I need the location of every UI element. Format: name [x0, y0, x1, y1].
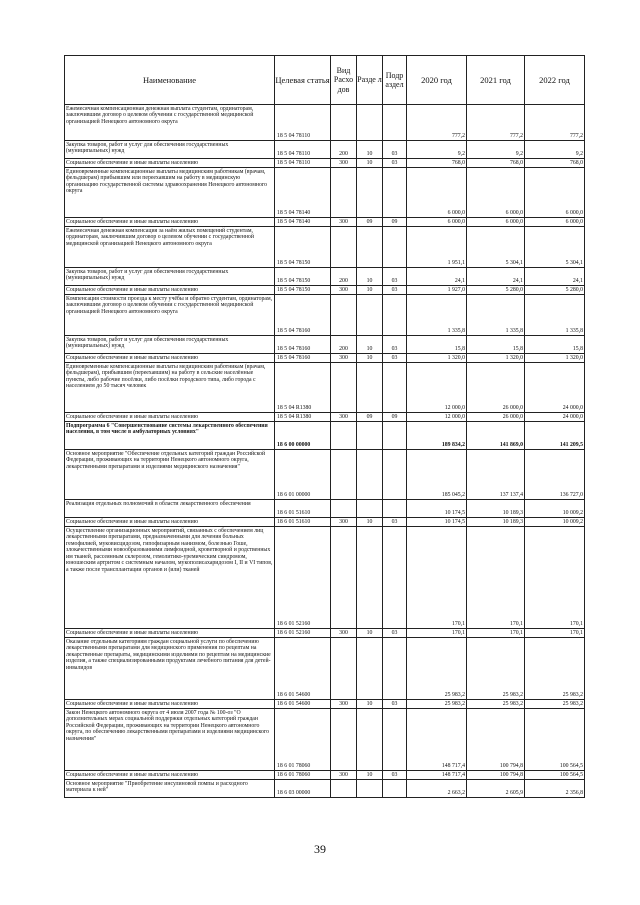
table-row	[65, 268, 585, 286]
row-value-2020-cell: 15,8	[407, 336, 467, 354]
row-value-2020-cell: 189 834,2	[407, 422, 467, 450]
row-target-article-cell: 18 5 04 78160	[275, 295, 331, 336]
row-section-cell: 09	[357, 218, 383, 227]
row-value-2021-cell: 6 000,0	[467, 168, 525, 218]
row-section-cell	[357, 227, 383, 268]
row-subsection-cell: 03	[383, 159, 407, 168]
row-subsection-cell	[383, 638, 407, 700]
table-row	[65, 363, 585, 413]
row-expense-type-cell: 300	[331, 354, 357, 363]
row-value-2020-cell: 9,2	[407, 141, 467, 159]
row-section-cell	[357, 295, 383, 336]
row-value-2021-cell: 9,2	[467, 141, 525, 159]
row-target-article-cell: 18 6 03 00000	[275, 780, 331, 798]
row-value-2020-cell: 1 927,0	[407, 286, 467, 295]
row-value-2022-cell: 9,2	[525, 141, 585, 159]
row-subsection-cell: 03	[383, 629, 407, 638]
row-value-2022-cell: 15,8	[525, 336, 585, 354]
row-value-2020-cell: 148 717,4	[407, 709, 467, 771]
row-expense-type-cell	[331, 295, 357, 336]
row-target-article-cell: 18 6 01 52160	[275, 629, 331, 638]
row-target-article-cell: 18 5 04 78160	[275, 336, 331, 354]
row-value-2021-cell: 170,1	[467, 629, 525, 638]
row-section-cell: 09	[357, 413, 383, 422]
row-name-cell: Подпрограмма 6 "Совершенствование системы лекарственного обеспечения населения, в том числе в амбулаторных условиях"	[65, 422, 275, 450]
row-target-article-cell: 18 6 01 51610	[275, 518, 331, 527]
row-target-article-cell: 18 6 01 78060	[275, 709, 331, 771]
row-value-2022-cell: 24 000,0	[525, 363, 585, 413]
row-value-2022-cell: 2 356,8	[525, 780, 585, 798]
row-target-article-cell: 18 5 04 78140	[275, 218, 331, 227]
row-subsection-cell: 09	[383, 218, 407, 227]
row-expense-type-cell: 300	[331, 629, 357, 638]
row-subsection-cell: 03	[383, 771, 407, 780]
row-section-cell: 10	[357, 336, 383, 354]
row-value-2020-cell: 1 320,0	[407, 354, 467, 363]
row-value-2022-cell: 25 983,2	[525, 638, 585, 700]
row-section-cell: 10	[357, 286, 383, 295]
row-section-cell	[357, 422, 383, 450]
row-name-cell: Закупка товаров, работ и услуг для обеспечения государственных (муниципальных) нужд	[65, 268, 275, 286]
row-subsection-cell: 03	[383, 700, 407, 709]
row-value-2020-cell: 1 951,1	[407, 227, 467, 268]
row-expense-type-cell	[331, 527, 357, 629]
row-subsection-cell	[383, 527, 407, 629]
row-expense-type-cell	[331, 780, 357, 798]
row-value-2020-cell: 6 000,0	[407, 168, 467, 218]
row-target-article-cell: 18 6 01 51610	[275, 500, 331, 518]
row-value-2021-cell: 10 189,3	[467, 518, 525, 527]
table-row	[65, 286, 585, 295]
table-row	[65, 709, 585, 771]
header-section: Разде л	[357, 56, 383, 105]
table-row	[65, 771, 585, 780]
table-row	[65, 336, 585, 354]
table-row	[65, 629, 585, 638]
row-expense-type-cell: 300	[331, 413, 357, 422]
row-subsection-cell: 09	[383, 413, 407, 422]
row-section-cell	[357, 500, 383, 518]
row-expense-type-cell: 300	[331, 218, 357, 227]
budget-table	[64, 55, 585, 798]
table-row	[65, 159, 585, 168]
row-value-2022-cell: 5 280,0	[525, 286, 585, 295]
row-section-cell	[357, 527, 383, 629]
row-target-article-cell: 18 5 04 78110	[275, 159, 331, 168]
row-name-cell: Закон Ненецкого автономного округа от 4 июля 2007 года № 100-оз "О дополнительных мерах социальной поддержки отдельных категорий граждан Российской Федерации, проживающих на территории Ненецкого автономного округа, по обеспечению лекарственными препаратами и изделиями медицинского назначения"	[65, 709, 275, 771]
row-section-cell	[357, 168, 383, 218]
row-value-2022-cell: 25 983,2	[525, 700, 585, 709]
row-value-2022-cell: 6 000,0	[525, 218, 585, 227]
row-expense-type-cell	[331, 422, 357, 450]
row-section-cell: 10	[357, 159, 383, 168]
row-section-cell	[357, 709, 383, 771]
row-value-2021-cell: 26 000,0	[467, 413, 525, 422]
row-value-2021-cell: 5 304,1	[467, 227, 525, 268]
row-target-article-cell: 18 5 04 78140	[275, 168, 331, 218]
row-value-2020-cell: 10 174,5	[407, 518, 467, 527]
row-name-cell: Реализация отдельных полномочий в области лекарственного обеспечения	[65, 500, 275, 518]
row-name-cell: Компенсация стоимости проезда к месту учёбы и обратно студентам, ординаторам, заключившим договор о целевом обучении с государственной медицинской организацией Ненецкого автономного округа	[65, 295, 275, 336]
row-target-article-cell: 18 5 04 78160	[275, 354, 331, 363]
row-value-2020-cell: 24,1	[407, 268, 467, 286]
row-target-article-cell: 18 6 00 00000	[275, 422, 331, 450]
row-value-2020-cell: 2 663,2	[407, 780, 467, 798]
row-target-article-cell: 18 5 04 78110	[275, 105, 331, 141]
row-value-2022-cell: 170,1	[525, 527, 585, 629]
row-subsection-cell	[383, 363, 407, 413]
row-value-2022-cell: 136 727,0	[525, 450, 585, 500]
row-subsection-cell: 03	[383, 336, 407, 354]
table-row	[65, 168, 585, 218]
table-row	[65, 450, 585, 500]
row-name-cell: Оказание отдельным категориям граждан социальной услуги по обеспечению лекарственными препаратами для медицинского применения по рецептам на лекарственные препараты, медицинскими изделиями по рецептам на медицинские изделия, а также специализированными продуктами лечебного питания для детей-инвалидов	[65, 638, 275, 700]
row-expense-type-cell: 300	[331, 700, 357, 709]
row-subsection-cell	[383, 709, 407, 771]
row-value-2022-cell: 1 320,0	[525, 354, 585, 363]
row-value-2021-cell: 24,1	[467, 268, 525, 286]
table-row	[65, 295, 585, 336]
row-value-2021-cell: 25 983,2	[467, 638, 525, 700]
table-row	[65, 422, 585, 450]
row-value-2022-cell: 24,1	[525, 268, 585, 286]
row-value-2021-cell: 6 000,0	[467, 218, 525, 227]
table-row	[65, 227, 585, 268]
row-value-2021-cell: 10 189,3	[467, 500, 525, 518]
row-value-2022-cell: 100 564,5	[525, 709, 585, 771]
row-section-cell: 10	[357, 700, 383, 709]
header-target-article: Целевая статья	[275, 56, 331, 105]
row-value-2021-cell: 1 320,0	[467, 354, 525, 363]
row-target-article-cell: 18 6 01 54600	[275, 638, 331, 700]
row-value-2020-cell: 777,2	[407, 105, 467, 141]
page-number: 39	[314, 842, 326, 856]
row-value-2021-cell: 141 869,0	[467, 422, 525, 450]
row-value-2021-cell: 777,2	[467, 105, 525, 141]
row-value-2022-cell: 777,2	[525, 105, 585, 141]
row-target-article-cell: 18 5 04 R1380	[275, 363, 331, 413]
table-row	[65, 780, 585, 798]
row-subsection-cell: 03	[383, 518, 407, 527]
row-target-article-cell: 18 6 01 52160	[275, 527, 331, 629]
row-expense-type-cell	[331, 105, 357, 141]
row-expense-type-cell	[331, 227, 357, 268]
header-year-2020: 2020 год	[407, 56, 467, 105]
row-name-cell: Социальное обеспечение и иные выплаты населению	[65, 354, 275, 363]
row-subsection-cell	[383, 450, 407, 500]
row-target-article-cell: 18 6 01 00000	[275, 450, 331, 500]
row-target-article-cell: 18 6 01 54600	[275, 700, 331, 709]
header-year-2022: 2022 год	[525, 56, 585, 105]
row-value-2020-cell: 148 717,4	[407, 771, 467, 780]
row-expense-type-cell	[331, 363, 357, 413]
row-value-2022-cell: 10 009,2	[525, 500, 585, 518]
row-value-2021-cell: 100 794,8	[467, 771, 525, 780]
row-value-2020-cell: 10 174,5	[407, 500, 467, 518]
row-section-cell	[357, 450, 383, 500]
row-value-2021-cell: 100 794,8	[467, 709, 525, 771]
row-name-cell: Основное мероприятие "Обеспечение отдельных категорий граждан Российской Федерации, проживающих на территории Ненецкого автономного округа, лекарственными препаратами и изделиями медицинского назначения"	[65, 450, 275, 500]
row-expense-type-cell: 300	[331, 771, 357, 780]
row-value-2020-cell: 170,1	[407, 629, 467, 638]
row-section-cell	[357, 105, 383, 141]
row-name-cell: Закупка товаров, работ и услуг для обеспечения государственных (муниципальных) нужд	[65, 141, 275, 159]
row-value-2020-cell: 25 983,2	[407, 638, 467, 700]
row-value-2022-cell: 768,0	[525, 159, 585, 168]
row-name-cell: Ежемесячная денежная компенсация за наём жилых помещений студентам, ординаторам, заключившим договор о целевом обучении с государственной медицинской организацией Ненецкого автономного округа	[65, 227, 275, 268]
row-section-cell: 10	[357, 141, 383, 159]
row-value-2022-cell: 170,1	[525, 629, 585, 638]
row-subsection-cell	[383, 500, 407, 518]
table-body	[65, 105, 585, 798]
row-name-cell: Единовременные компенсационные выплаты медицинским работникам (врачам, фельдшерам) прибывшим или переехавшим на работу в медицинскую организацию государственной системы здравоохранения Ненецкого автономного округа	[65, 168, 275, 218]
row-name-cell: Социальное обеспечение и иные выплаты населению	[65, 286, 275, 295]
row-value-2020-cell: 1 335,8	[407, 295, 467, 336]
row-target-article-cell: 18 5 04 78150	[275, 286, 331, 295]
row-section-cell: 10	[357, 268, 383, 286]
row-expense-type-cell	[331, 638, 357, 700]
row-expense-type-cell	[331, 168, 357, 218]
row-name-cell: Закупка товаров, работ и услуг для обеспечения государственных (муниципальных) нужд	[65, 336, 275, 354]
header-year-2021: 2021 год	[467, 56, 525, 105]
row-name-cell: Осуществление организационных мероприятий, связанных с обеспечением лиц лекарственными препаратами, предназначенными для лечения больных гемофилией, муковисцидозом, гипофизарным нанизмом, болезнью Гоше, злокачественными новообразованиями лимфоидной, кроветворной и родственных им тканей, рассеянным склерозом, гемолитико-уремическим синдромом, юношеским артритом с системным началом, мукополисахаридозом I, II и VI типов, а также после трансплантации органов и (или) тканей	[65, 527, 275, 629]
row-value-2020-cell: 12 000,0	[407, 363, 467, 413]
row-name-cell: Социальное обеспечение и иные выплаты населению	[65, 629, 275, 638]
header-subsection: Подр аздел	[383, 56, 407, 105]
table-row	[65, 527, 585, 629]
row-value-2021-cell: 26 000,0	[467, 363, 525, 413]
row-subsection-cell: 03	[383, 268, 407, 286]
table-row	[65, 218, 585, 227]
table-row	[65, 413, 585, 422]
row-subsection-cell	[383, 295, 407, 336]
row-name-cell: Социальное обеспечение и иные выплаты населению	[65, 771, 275, 780]
table-row	[65, 638, 585, 700]
row-expense-type-cell: 300	[331, 286, 357, 295]
row-section-cell: 10	[357, 629, 383, 638]
row-name-cell: Социальное обеспечение и иные выплаты населению	[65, 159, 275, 168]
row-section-cell: 10	[357, 354, 383, 363]
row-name-cell: Единовременные компенсационные выплаты медицинским работникам (врачам, фельдшерам), прибывшим (переехавшим) на работу в сельские населённые пункты, либо рабочие посёлки, либо посёлки городского типа, либо города с населением до 50 тысяч человек	[65, 363, 275, 413]
row-expense-type-cell: 200	[331, 268, 357, 286]
row-subsection-cell	[383, 227, 407, 268]
table-row	[65, 105, 585, 141]
row-name-cell: Социальное обеспечение и иные выплаты населению	[65, 218, 275, 227]
row-value-2022-cell: 141 209,5	[525, 422, 585, 450]
row-value-2021-cell: 15,8	[467, 336, 525, 354]
row-section-cell	[357, 363, 383, 413]
row-subsection-cell	[383, 422, 407, 450]
row-value-2021-cell: 170,1	[467, 527, 525, 629]
row-value-2021-cell: 25 983,2	[467, 700, 525, 709]
table-row	[65, 518, 585, 527]
row-section-cell: 10	[357, 771, 383, 780]
row-subsection-cell: 03	[383, 354, 407, 363]
row-value-2021-cell: 5 280,0	[467, 286, 525, 295]
row-value-2022-cell: 10 009,2	[525, 518, 585, 527]
row-expense-type-cell	[331, 500, 357, 518]
row-subsection-cell	[383, 168, 407, 218]
table-row	[65, 141, 585, 159]
row-target-article-cell: 18 5 04 R1380	[275, 413, 331, 422]
row-value-2021-cell: 1 335,8	[467, 295, 525, 336]
table-header-row	[65, 56, 585, 105]
row-value-2020-cell: 170,1	[407, 527, 467, 629]
row-value-2022-cell: 24 000,0	[525, 413, 585, 422]
row-name-cell: Социальное обеспечение и иные выплаты населению	[65, 413, 275, 422]
table-row	[65, 500, 585, 518]
row-value-2021-cell: 768,0	[467, 159, 525, 168]
row-target-article-cell: 18 5 04 78150	[275, 268, 331, 286]
row-section-cell	[357, 780, 383, 798]
row-value-2020-cell: 185 045,2	[407, 450, 467, 500]
header-expense-type: Вид Расхо дов	[331, 56, 357, 105]
row-value-2020-cell: 6 000,0	[407, 218, 467, 227]
row-expense-type-cell	[331, 450, 357, 500]
row-subsection-cell	[383, 780, 407, 798]
row-value-2021-cell: 137 137,4	[467, 450, 525, 500]
row-target-article-cell: 18 5 04 78110	[275, 141, 331, 159]
row-value-2022-cell: 6 000,0	[525, 168, 585, 218]
row-value-2020-cell: 12 000,0	[407, 413, 467, 422]
row-subsection-cell	[383, 105, 407, 141]
row-value-2022-cell: 5 304,1	[525, 227, 585, 268]
row-value-2020-cell: 25 983,2	[407, 700, 467, 709]
row-expense-type-cell: 300	[331, 159, 357, 168]
row-value-2020-cell: 768,0	[407, 159, 467, 168]
row-target-article-cell: 18 5 04 78150	[275, 227, 331, 268]
row-section-cell	[357, 638, 383, 700]
budget-table-wrapper	[64, 55, 584, 798]
table-row	[65, 354, 585, 363]
row-name-cell: Ежемесячная компенсационная денежная выплата студентам, ординаторам, заключившим договор о целевом обучении с государственной медицинской организацией Ненецкого автономного округа	[65, 105, 275, 141]
row-section-cell: 10	[357, 518, 383, 527]
row-value-2022-cell: 1 335,8	[525, 295, 585, 336]
row-expense-type-cell: 200	[331, 141, 357, 159]
row-name-cell: Основное мероприятие "Приобретение инсулиновой помпы и расходного материала к ней"	[65, 780, 275, 798]
row-expense-type-cell: 200	[331, 336, 357, 354]
row-name-cell: Социальное обеспечение и иные выплаты населению	[65, 518, 275, 527]
row-expense-type-cell: 300	[331, 518, 357, 527]
row-name-cell: Социальное обеспечение и иные выплаты населению	[65, 700, 275, 709]
row-expense-type-cell	[331, 709, 357, 771]
row-value-2021-cell: 2 605,9	[467, 780, 525, 798]
row-subsection-cell: 03	[383, 286, 407, 295]
header-name: Наименование	[65, 56, 275, 105]
row-target-article-cell: 18 6 01 78060	[275, 771, 331, 780]
table-row	[65, 700, 585, 709]
row-subsection-cell: 03	[383, 141, 407, 159]
row-value-2022-cell: 100 564,5	[525, 771, 585, 780]
